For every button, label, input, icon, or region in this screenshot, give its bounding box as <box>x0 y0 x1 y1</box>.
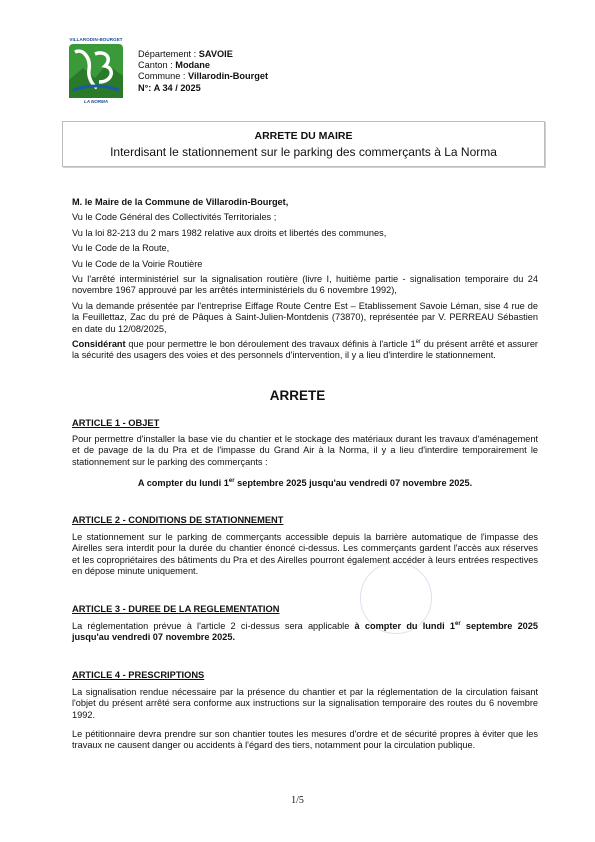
mayor-line: M. le Maire de la Commune de Villarodin-Bourget, <box>72 197 289 207</box>
departement-line: Département : SAVOIE <box>138 49 233 59</box>
vu-line: Vu la demande présentée par l'entreprise Eiffage Route Centre Est – Etablissement Savoie Léman, sise 4 rue de la Feuillettaz, Zac du pré de Pâques à Saint-Julien-Montdenis (73870), représentée par V. PERREAU Sébastien en date du 12/08/2025, <box>72 300 538 334</box>
article4-paragraph-2: Le pétitionnaire devra prendre sur son chantier toutes les mesures d'ordre et de sécurité propres à éviter que les travaux ne causent danger ou accidents à l'égard des tiers, notamment pour la circulation publique. <box>72 729 538 751</box>
article4-paragraph-1: La signalisation rendue nécessaire par la présence du chantier et par la réglementation de la circulation faisant l'objet du présent arrêté sera conforme aux instructions sur la signalisation temporaire des routes du 6 novembre 1992. <box>72 687 538 720</box>
article2-heading: ARTICLE 2 - CONDITIONS DE STATIONNEMENT <box>72 515 284 525</box>
vu-line: Vu le Code de la Route, <box>72 243 170 254</box>
vu-line: Vu la loi 82-213 du 2 mars 1982 relative aux droits et libertés des communes, <box>72 227 387 238</box>
article1-date: A compter du lundi 1er septembre 2025 jusqu'au vendredi 07 novembre 2025. <box>137 477 473 488</box>
vu-line: Vu le Code Général des Collectivités Territoriales ; <box>72 212 277 223</box>
vu-line: Vu le Code de la Voirie Routière <box>72 258 203 269</box>
article3-heading: ARTICLE 3 - DUREE DE LA REGLEMENTATION <box>72 604 280 614</box>
article2-text: Le stationnement sur le parking de commerçants accessible depuis la barrière automatique de l'impasse des Airelles sera interdit pour la durée du chantier énoncé ci-dessus. Les commerçants gardent l'accès aux réserves et les copropriétaires des bâtiments du Pra et des Airelles pourront également accéder à leurs entrées respectives en dépose minute uniquement. <box>72 532 538 577</box>
article4-heading: ARTICLE 4 - PRESCRIPTIONS <box>72 670 205 680</box>
vu-line: Vu l'arrêté interministériel sur la signalisation routière (livre I, huitième partie - signalisation temporaire du 24 novembre 1967 approuvé par les arrêtés interministériels du 6 novembre 1992), <box>72 274 538 296</box>
considerant-paragraph: Considérant que pour permettre le bon déroulement des travaux définis à l'article 1er du présent arrêté et assurer la sécurité des usagers des voies et des personnels d'intervention, il y a lieu d'interdire le stationnement. <box>72 339 538 361</box>
preamble <box>72 197 538 366</box>
logo-mark-icon <box>69 44 123 98</box>
document-title: ARRETE DU MAIRE <box>254 130 353 142</box>
numero-line: N°: A 34 / 2025 <box>138 82 201 93</box>
logo-bottom-text: LA NORMA <box>83 99 109 104</box>
article1-text: Pour permettre d'installer la base vie du chantier et le stockage des matériaux durant les travaux d'aménagement et de pavage de la du Pra et de l'impasse du Grand Air à la Norma, il y a lieu d'interdire temporairement le stationnement sur le parking des commerçants : <box>72 434 538 467</box>
canton-line: Canton : Modane <box>138 60 211 71</box>
article3-text: La réglementation prévue à l'article 2 ci-dessus sera applicable à compter du lundi 1er septembre 2025 jusqu'au vendredi 07 novembre 2025. <box>72 620 539 643</box>
title-box <box>62 121 545 167</box>
document-subtitle: Interdisant le stationnement sur le parking des commerçants à La Norma <box>110 145 497 159</box>
document-header <box>138 49 268 94</box>
arrete-heading: ARRETE <box>269 388 326 403</box>
page-number: 1/5 <box>291 795 304 806</box>
logo-top-text: VILLARODIN-BOURGET <box>69 37 123 42</box>
commune-logo <box>63 37 129 109</box>
commune-line: Commune : Villarodin-Bourget <box>138 71 269 82</box>
article1-heading: ARTICLE 1 - OBJET <box>72 418 160 428</box>
